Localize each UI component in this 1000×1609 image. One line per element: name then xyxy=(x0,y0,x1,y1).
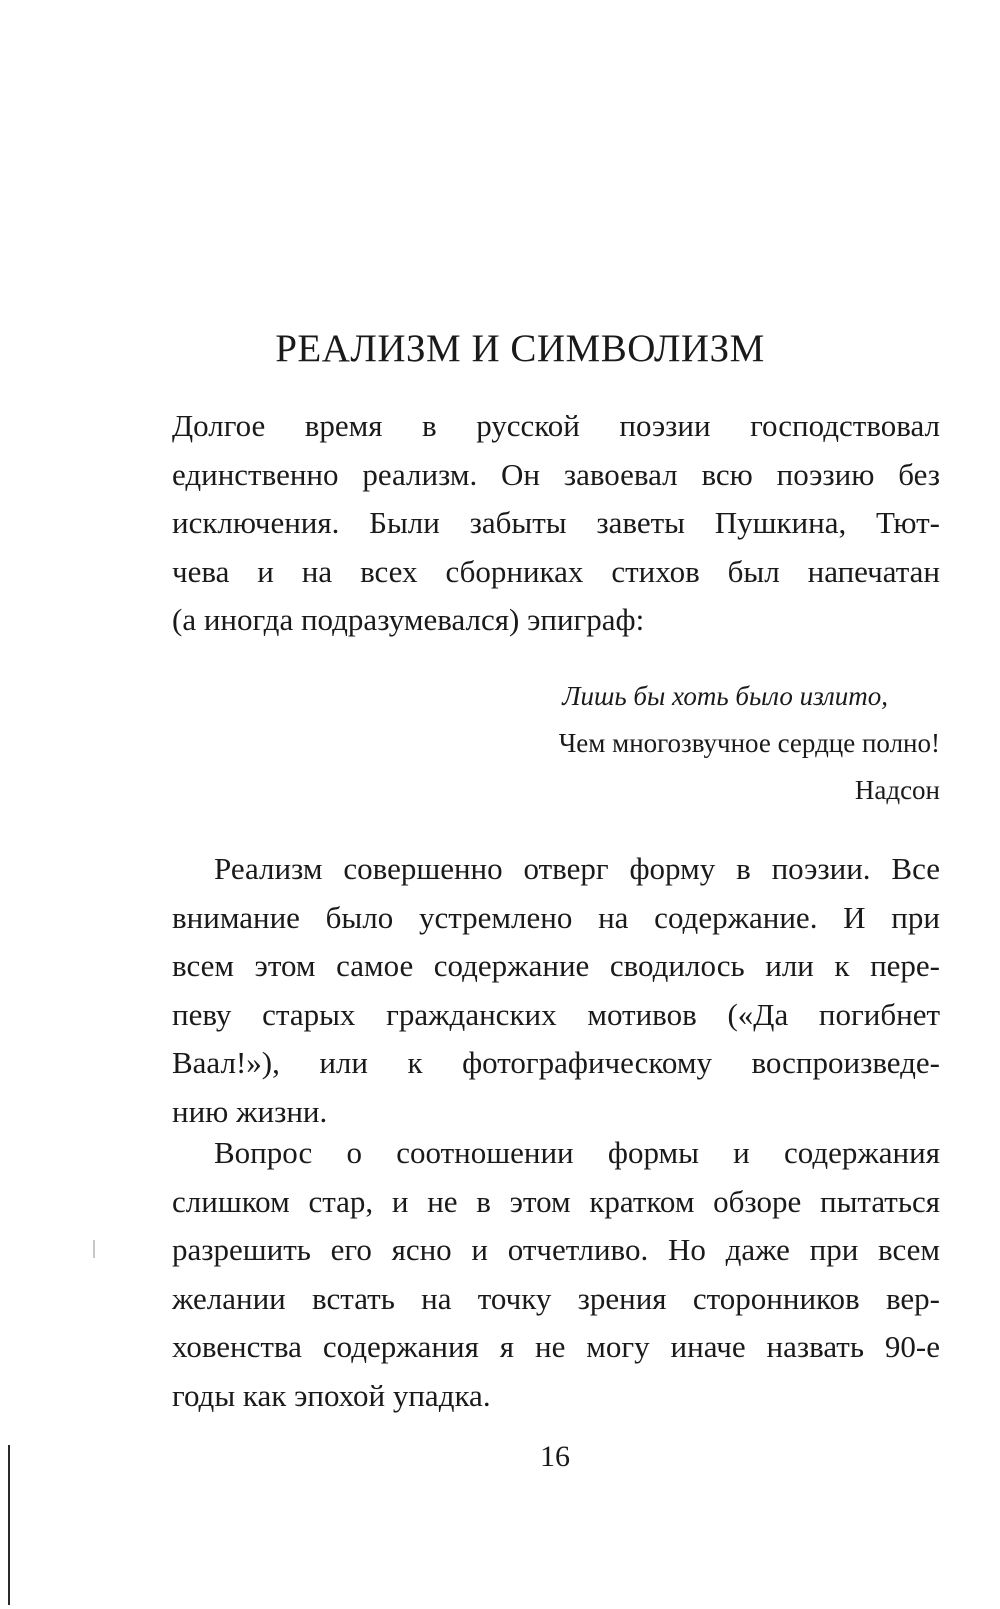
paragraph-line: Реализм совершенно отверг форму в поэзии. Все xyxy=(214,851,940,886)
paragraph-line: чева и на всех сборниках стихов был напечатан xyxy=(172,553,940,589)
paragraph-line: Ваал!»), или к фотографическому воспроизведе- xyxy=(172,1045,940,1080)
paragraph-line: всем этом самое содержание сводилось или к пере- xyxy=(172,948,940,983)
scan-speck xyxy=(93,1240,95,1258)
paragraph-line: Вопрос о соотношении формы и содержания xyxy=(214,1135,940,1170)
paragraph-line: слишком стар, и не в этом кратком обзоре пытаться xyxy=(172,1183,940,1219)
epigraph xyxy=(400,673,940,814)
paragraph-line: годы как эпохой упадка. xyxy=(172,1377,491,1413)
paragraph-line: нию жизни. xyxy=(172,1093,328,1129)
paragraph-line: желании встать на точку зрения сторонников вер- xyxy=(172,1280,940,1316)
paragraph-line: певу старых гражданских мотивов («Да погибнет xyxy=(172,996,940,1032)
epigraph-author: Надсон xyxy=(854,775,940,805)
paragraph-line: внимание было устремлено на содержание. И при xyxy=(172,899,940,935)
paragraph-1 xyxy=(172,402,940,645)
paragraph-line: Долгое время в русской поэзии господствовал xyxy=(172,408,940,443)
paragraph-line: ховенства содержания я не могу иначе назвать 90-е xyxy=(172,1329,940,1364)
page-number: 16 xyxy=(540,1440,570,1473)
epigraph-line-1: Лишь бы хоть было излито, xyxy=(562,681,888,711)
paragraph-line: исключения. Были забыты заветы Пушкина, Тют- xyxy=(172,505,940,540)
paragraph-line: (а иногда подразумевался) эпиграф: xyxy=(172,602,645,637)
paragraph-line: единственно реализм. Он завоевал всю поэзию без xyxy=(172,456,940,492)
chapter-title: РЕАЛИЗМ И СИМВОЛИЗМ xyxy=(275,327,765,370)
epigraph-line-2: Чем многозвучное сердце полно! xyxy=(558,728,940,758)
paragraph-3 xyxy=(172,1129,940,1420)
paragraph-2 xyxy=(172,845,940,1136)
paragraph-line: разрешить его ясно и отчетливо. Но даже при всем xyxy=(172,1232,940,1267)
